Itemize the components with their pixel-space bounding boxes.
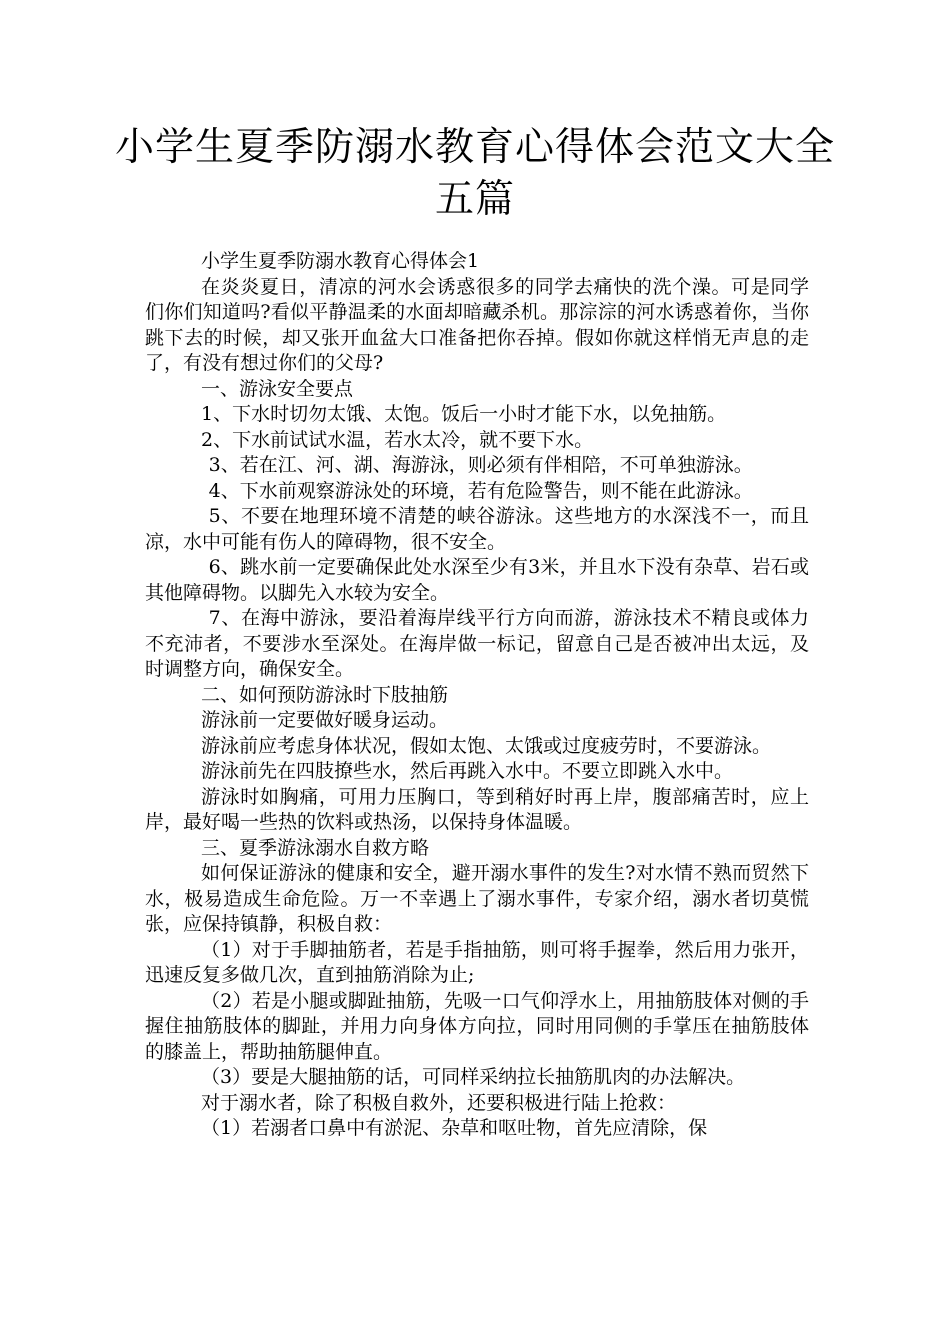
list-item: （3）要是大腿抽筋的话，可同样采纳拉长抽筋肌肉的办法解决。 <box>201 1066 746 1088</box>
paragraph: 游泳前先在四肢撩些水，然后再跳入水中。不要立即跳入水中。 <box>201 760 734 782</box>
list-item: 7、在海中游泳，要沿着海岸线平行方向而游，游泳技术不精良或体力不充沛者，不要涉水至深处。在海岸做一标记，留意自己是否被冲出太远，及时调整方向，确保安全。 <box>145 607 809 680</box>
list-item: 6、跳水前一定要确保此处水深至少有3米，并且水下没有杂草、岩石或其他障碍物。以脚先入水较为安全。 <box>145 556 809 604</box>
paragraph: 如何保证游泳的健康和安全，避开溺水事件的发生?对水情不熟而贸然下水，极易造成生命危险。万一不幸遇上了溺水事件，专家介绍，溺水者切莫慌张，应保持镇静，积极自救： <box>145 862 809 935</box>
section-heading: 三、夏季游泳溺水自救方略 <box>201 836 430 859</box>
paragraph: 游泳前应考虑身体状况，假如太饱、太饿或过度疲劳时，不要游泳。 <box>201 734 772 757</box>
document-body <box>145 249 809 1142</box>
list-item: 5、不要在地理环境不清楚的峡谷游泳。这些地方的水深浅不一，而且凉，水中可能有伤人的障碍物，很不安全。 <box>145 505 809 553</box>
document-title <box>100 122 850 226</box>
list-item: 2、下水前试试水温，若水太冷，就不要下水。 <box>201 428 594 451</box>
paragraph: 游泳前一定要做好暖身运动。 <box>201 709 449 731</box>
paragraph: 游泳时如胸痛，可用力压胸口，等到稍好时再上岸，腹部痛苦时，应上岸，最好喝一些热的饮料或热汤，以保持身体温暖。 <box>145 785 809 833</box>
section-heading: 二、如何预防游泳时下肢抽筋 <box>201 683 449 706</box>
list-item: （2）若是小腿或脚趾抽筋，先吸一口气仰浮水上，用抽筋肢体对侧的手握住抽筋肢体的脚趾，并用力向身体方向拉，同时用同侧的手掌压在抽筋肢体的膝盖上，帮助抽筋腿伸直。 <box>145 989 809 1063</box>
list-item: 4、下水前观察游泳处的环境，若有危险警告，则不能在此游泳。 <box>208 479 753 502</box>
paragraph: 在炎炎夏日，清凉的河水会诱惑很多的同学去痛快的洗个澡。可是同学们你们知道吗?看似平静温柔的水面却暗藏杀机。那淙淙的河水诱惑着你，当你跳下去的时候，却又张开血盆大口准备把你吞掉。假如你就这样悄无声息的走了，有没有想过你们的父母? <box>145 275 809 374</box>
title-line: 小学生夏季防溺水教育心得体会范文大全 <box>114 125 835 170</box>
section-heading: 一、游泳安全要点 <box>201 377 354 400</box>
paragraph: 对于溺水者，除了积极自救外，还要积极进行陆上抢救： <box>201 1091 677 1114</box>
list-item: 3、若在江、河、湖、海游泳，则必须有伴相陪，不可单独游泳。 <box>208 454 753 476</box>
list-item: （1）对于手脚抽筋者，若是手指抽筋，则可将手握拳，然后用力张开，迅速反复多做几次，直到抽筋消除为止; <box>145 938 809 986</box>
title-line: 五篇 <box>434 177 515 222</box>
list-item: 1、下水时切勿太饿、太饱。饭后一小时才能下水，以免抽筋。 <box>201 403 727 425</box>
list-item: （1）若溺者口鼻中有淤泥、杂草和呕吐物，首先应清除，保 <box>201 1117 708 1139</box>
section-heading: 小学生夏季防溺水教育心得体会1 <box>201 250 480 272</box>
